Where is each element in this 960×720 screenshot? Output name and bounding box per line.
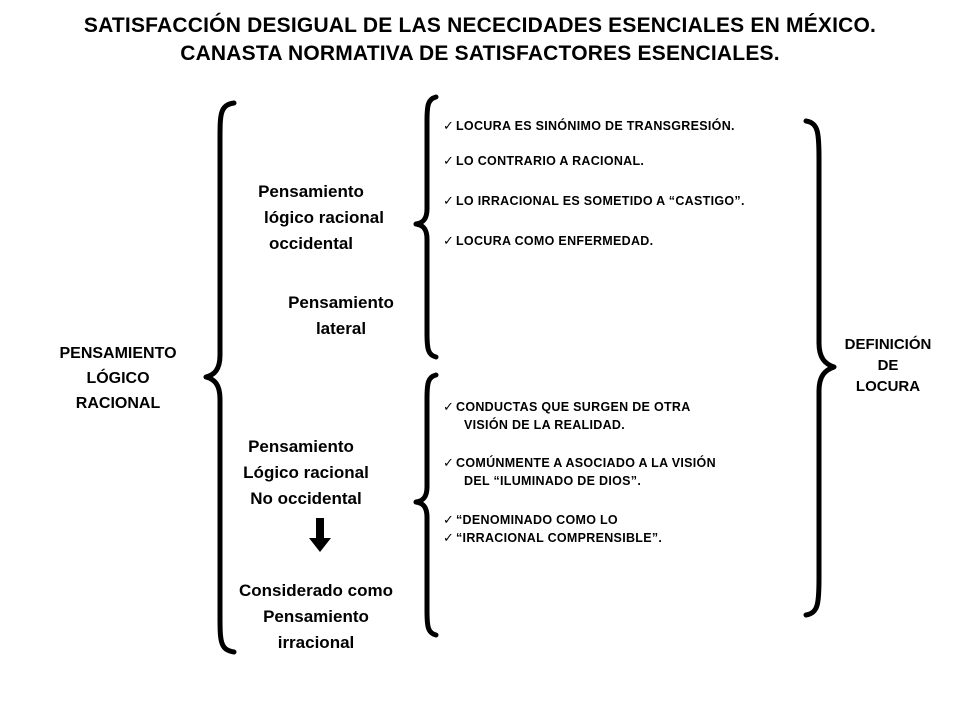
checkmark-icon: ✓ xyxy=(443,530,455,545)
list-item: ✓ CONDUCTAS QUE SURGEN DE OTRA VISIÓN DE LA REALIDAD. xyxy=(443,399,691,432)
list-item: ✓ LOCURA ES SINÓNIMO DE TRANSGRESIÓN. xyxy=(443,118,735,133)
checkmark-icon: ✓ xyxy=(443,512,455,527)
node-pensamiento-occidental: Pensamiento lógico racional occidental xyxy=(258,182,384,253)
list-item: ✓ LOCURA COMO ENFERMEDAD. xyxy=(443,233,654,248)
page-title-line-1: SATISFACCIÓN DESIGUAL DE LAS NECECIDADES ESENCIALES EN MÉXICO. xyxy=(83,14,877,37)
list-item: ✓ LO IRRACIONAL ES SOMETIDO A “CASTIGO”. xyxy=(443,193,745,208)
node-considerado-irracional: Considerado como Pensamiento irracional xyxy=(239,581,393,652)
down-arrow-icon xyxy=(307,518,333,554)
checkmark-icon: ✓ xyxy=(443,399,455,414)
node-pensamiento-lateral: Pensamiento lateral xyxy=(288,293,394,338)
checkmark-icon: ✓ xyxy=(443,118,455,133)
checkmark-icon: ✓ xyxy=(443,455,455,470)
checkmark-icon: ✓ xyxy=(443,153,455,168)
checkmark-icon: ✓ xyxy=(443,193,455,208)
node-pensamiento-no-occidental: Pensamiento Lógico racional No occidental xyxy=(243,437,369,508)
list-item: ✓ COMÚNMENTE A ASOCIADO A LA VISIÓN DEL “ILUMINADO DE DIOS”. xyxy=(443,455,716,488)
label-definicion-locura: DEFINICIÓN DE LOCURA xyxy=(844,336,932,395)
list-item: ✓ “IRRACIONAL COMPRENSIBLE”. xyxy=(443,530,663,545)
list-item: ✓ “DENOMINADO COMO LO xyxy=(443,512,618,527)
page-title-line-2: CANASTA NORMATIVA DE SATISFACTORES ESENCIALES. xyxy=(180,42,780,65)
middle-bottom-brace xyxy=(410,373,440,638)
label-pensamiento-logico-racional: PENSAMIENTO LÓGICO RACIONAL xyxy=(59,345,177,412)
list-item: ✓ LO CONTRARIO A RACIONAL. xyxy=(443,153,645,168)
checkmark-icon: ✓ xyxy=(443,233,455,248)
middle-top-brace xyxy=(410,95,440,360)
